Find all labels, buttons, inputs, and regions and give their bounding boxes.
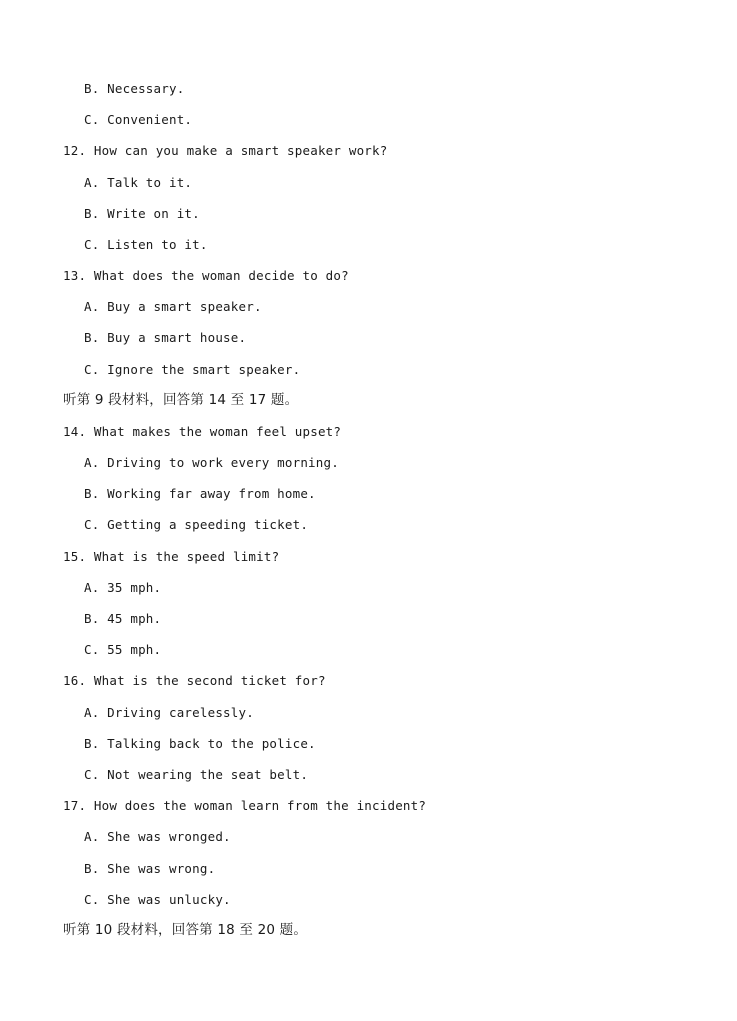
question-14: 14. What makes the woman feel upset? [63,424,342,439]
option-11-c: C. Convenient. [84,112,193,127]
question-17: 17. How does the woman learn from the incident? [63,798,427,813]
option-15-b: B. 45 mph. [84,611,162,626]
option-17-b: B. She was wrong. [84,861,216,876]
question-12: 12. How can you make a smart speaker work? [63,143,388,158]
section-heading-9: 听第 9 段材料，回答第 14 至 17 题。 [63,392,299,408]
option-14-b: B. Working far away from home. [84,486,316,501]
option-16-c: C. Not wearing the seat belt. [84,767,309,782]
option-15-a: A. 35 mph. [84,580,162,595]
option-17-a: A. She was wronged. [84,829,231,844]
question-15: 15. What is the speed limit? [63,549,280,564]
question-16: 16. What is the second ticket for? [63,673,326,688]
section-heading-10: 听第 10 段材料，回答第 18 至 20 题。 [63,922,308,938]
option-12-c: C. Listen to it. [84,237,208,252]
option-14-c: C. Getting a speeding ticket. [84,517,309,532]
option-17-c: C. She was unlucky. [84,892,231,907]
option-14-a: A. Driving to work every morning. [84,455,339,470]
option-16-b: B. Talking back to the police. [84,736,316,751]
question-13: 13. What does the woman decide to do? [63,268,349,283]
option-13-c: C. Ignore the smart speaker. [84,362,301,377]
option-13-a: A. Buy a smart speaker. [84,299,262,314]
option-13-b: B. Buy a smart house. [84,330,247,345]
option-11-b: B. Necessary. [84,81,185,96]
option-12-a: A. Talk to it. [84,175,193,190]
option-16-a: A. Driving carelessly. [84,705,254,720]
option-12-b: B. Write on it. [84,206,200,221]
option-15-c: C. 55 mph. [84,642,162,657]
